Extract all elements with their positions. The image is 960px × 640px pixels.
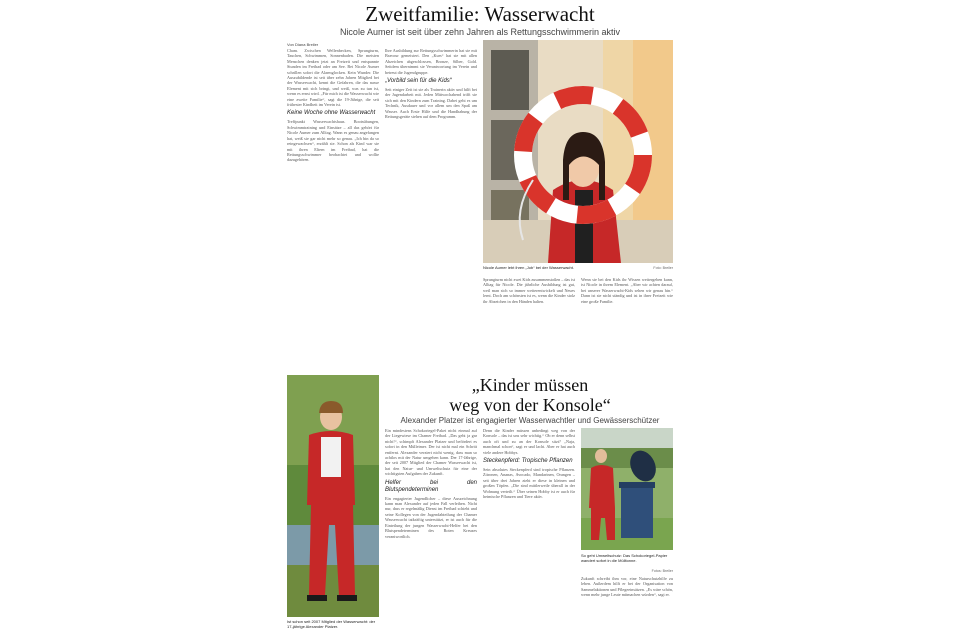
article2-title-line-2: weg von der Konsole“ [449,395,611,415]
article1-col3-para: Sprungturm nicht zwei Kids zusammenstoßen – das ist Alltag für Nicole. Die jährliche Ausbildung ist gut, weil man sich so immer weiterentwickelt und Neues lernt. Doch am schönsten ist es, wenn die Kinder stolz ihr Abzeichen in den Händen halten. [483,277,575,304]
article2-col2-subhead: Steckenpferd: Tropische Pflanzen [483,458,573,465]
trashcan-photo-credit: Fotos: Breiler [651,569,673,573]
article1-byline: Von Diana Breiler [287,42,319,47]
nicole-photo-caption: Nicole Aumer lebt ihren „Job“ bei der Wasserwacht. [483,265,574,270]
article2-title-line-1: „Kinder müssen [471,375,589,395]
article2-col1-subhead: Helfer bei den Blutspendeterminen [385,479,477,493]
article2-column-1 [385,428,477,638]
trashcan-photo-caption: So geht Umweltschutz: Das Schokoriegel-Papier wandert sofort in die Mülltonne. [581,553,668,563]
article1-subtitle: Nicole Aumer ist seit über zehn Jahren als Rettungsschwimmerin aktiv [339,27,621,37]
nicole-photo-illustration [483,40,673,263]
article2-col2-para: Denn die Kinder müssen unbedingt weg von der Konsole – das ist uns sehr wichtig.“ Ob er denn selbst auch oft und zu an der Konsole sitzt? „Naja, manchmal schon“, sagt er und lacht. Aber er hat auch viele andere Hobbys. [483,428,575,455]
trashcan-photo-illustration [581,428,673,550]
nicole-photo-credit: Foto: Breiler [653,266,673,270]
article2-col2-para2: Sein absolutes Steckenpferd sind tropische Pflanzen. Zitronen, Ananas, Avocado, Mandarinen, Orangen – seit über drei Jahren zieht er diese in kleinen und großen Töpfen. „Die sind mittlerweile überall in der Wohnung verteilt.“ Über seinen Hobby ist er auch für heimische Pflanzen und Tiere aktiv. [483,467,575,500]
article1-col2-para2: Seit einiger Zeit ist sie als Trainerin aktiv und hilft bei der Jugendarbeit mit. Jeden Mittwochabend trifft sie sich mit den Kindern zum Training. Dabei geht es um Technik, Ausdauer und vor allem um den Spaß am Wasser. Auch Erste Hilfe und die Handhabung der Rettungsgeräte stehen auf dem Programm. [385,87,477,120]
article2-col3-para: Zukunft schreibt ihm vor, eine Naturschutzhilfe zu leben. Außerdem hilft er bei der Organisation von Sammelaktionen und Pflegeeinsätzen. „Es wäre schön, wenn mehr junge Leute mitmachen würden“, sagt er. [581,576,673,598]
trashcan-photo [581,428,673,550]
article1-col4-para: Wenn sie bei den Kids ihr Wissen weitergeben kann, ist Nicole in ihrem Element. „Aber wir achten darauf, bei unserer Wasserwacht-Kids sehen wir genau hin.“ Dann ist sie nicht ständig und ist in ihrer Freizeit wie eine große Familie. [581,277,673,304]
article2-col1-para: Ein mindestens Schokoriegel-Paket nicht einmal auf der Liegewiese im Chamer Freibad. „Das geht ja gar nicht!“, schimpft Alexander Platzer und befördert es sofort in den Mülleimer. Der ist nicht mal ein Schritt entfernt. Alexander verziert nicht wenig, dass man so achtlos mit der Natur umgehen kann. Der 17-Jährige, der seit 2007 Mitglied der Chamer Wasserwacht ist, hat den Natur- und Umweltschutz für eine der wichtigsten Aufgaben der Zukunft. [385,428,477,477]
article2-subtitle: Alexander Platzer ist engagierter Wasserwachtler und Gewässerschützer [400,416,660,425]
nicole-photo [483,40,673,263]
article1-col1-subhead: Keine Woche ohne Wasserwacht [287,110,376,117]
article1-column-2 [385,48,477,368]
article1-col1-para: Cham. Zwischen Wellenbecken, Sprungturm, Tauchen, Schwimmen, Sonnenbaden. Die meisten Menschen denken jetzt an Freizeit und entspannte Stunden im Freibad oder am See. Bei Nicole Aumer schrillen sofort die Alarmglocken. Kein Wunder. Die Auszubildende ist seit über zehn Jahren Mitglied bei der Wasserwacht, kennt die Gefahren, die das nasse Element mit sich bringt, und weiß, was zu tun ist, wenn es ernst wird. „Für mich ist die Wasserwacht wie eine zweite Familie“, sagt die 19-Jährige, die seit frühester Kindheit im Verein ist. [287,48,379,108]
article1-column-3 [483,277,575,369]
article1-col2-subhead: „Vorbild sein für die Kids“ [385,78,452,85]
article1-column-1 [287,48,379,368]
alexander-photo-caption: Ist schon seit 2007 Mitglied der Wasserwacht: der 17-jährige Alexander Platzer. [287,619,376,629]
alexander-photo-illustration [287,375,379,617]
article1-col2-para: Ihre Ausbildung zur Rettungsschwimmerin hat sie mit Bravour gemeistert. Den „Kurs“ hat sie mit allen Abzeichen abgeschlossen, Bronze, Silber, Gold. Seitdem übernimmt sie Verantwortung im Verein und betreut die Jugendgruppe. [385,48,477,75]
article2-column-3 [581,576,673,638]
article1-column-4 [581,277,673,369]
article1-title: Zweitfamilie: Wasserwacht [365,2,595,26]
article2-col1-para2: Ein engagierter Jugendlicher – diese Auszeichnung kann man Alexander auf jeden Fall verleihen. Nicht nur, dass er regelmäßig Dienst im Freibad schiebt und seine Kollegen von der Jugendabteilung der Chamer Wasserwacht tatkräftig unterstützt, er ist auch für die Einteilung der jungen Wasserwacht-Helfer bei den Blutspendeterminen des Roten Kreuzes verantwortlich. [385,495,477,539]
alexander-photo [287,375,379,617]
article2-column-2 [483,428,575,638]
article1-col1-para2: Treffpunkt Wasserwachtshaus. Bootsübungen, Schwimmtraining und Einsätze – all das gehört für Nicole Aumer zum Alltag. Wann es genau angefangen hat, weiß sie gar nicht mehr so genau. „Ich bin da so reingewachsen“, erzählt sie. Schon als Kind war sie mit ihren Eltern im Freibad, hat die Rettungsschwimmer beobachtet und wollte dazugehören. [287,119,379,163]
